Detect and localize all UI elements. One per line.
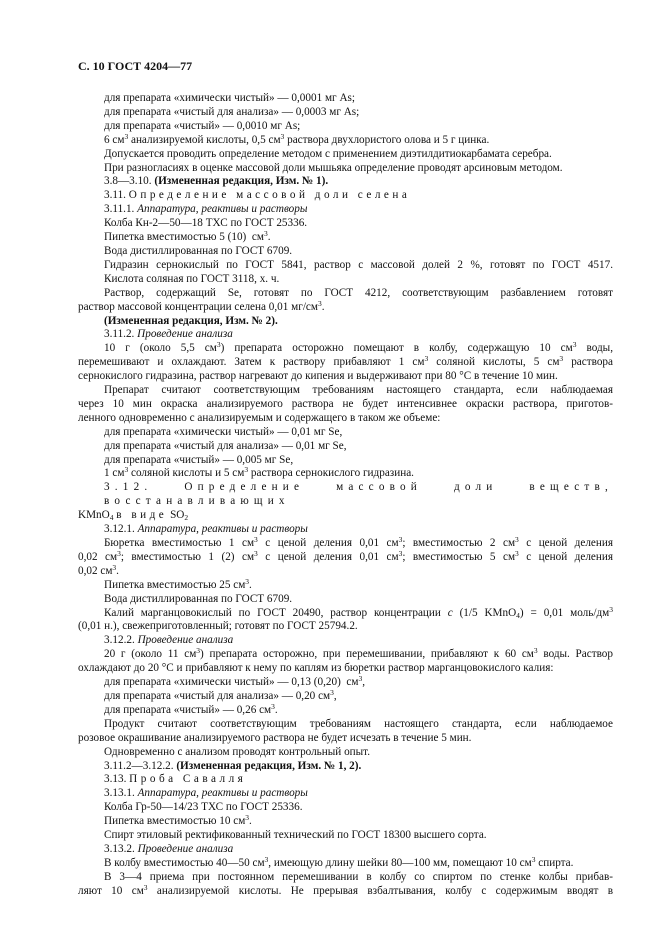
text-line: (Измененная редакция, Изм. № 2). xyxy=(104,314,278,327)
text-line: 3.13.2. Проведение анализа xyxy=(104,842,234,855)
text-line: 3.12.1. Аппаратура, реактивы и растворы xyxy=(104,523,308,536)
text-line: для препарата «чистый для анализа» — 0,20 $см^3$, xyxy=(104,687,337,702)
text-line: розовое окрашивание анализируемого раствора не будет исчезать в течение 5 мин. xyxy=(78,731,472,744)
text-line: Колба Гр-50—14/23 ТХС по ГОСТ 25336. xyxy=(104,801,303,814)
text-line: для препарата «чистый для анализа» — 0,0003 мг As; xyxy=(104,105,360,118)
text-line: 6 $см^3$ анализируемой кислоты, 0,5 $см^3$ раствора двухлористого олова и 5 г цинка. xyxy=(104,131,490,146)
text-line: 20 г (около 11 $см^3$) препарата осторожно, при перемешивании, прибавляют к 60 $см^3$ воды. Раствор xyxy=(104,646,613,661)
text-line: KMnO$_4$ в виде $SO_2$ xyxy=(78,509,189,523)
text-line: 3.13. Проба Савалля xyxy=(104,773,247,786)
text-line: 3.11. Определение массовой доли селена xyxy=(104,189,411,202)
text-line: сернокислого гидразина, раствор нагревают до кипения и выдерживают при 80 °С в течение 10 мин. xyxy=(78,370,558,383)
text-line: ленного одновременно с анализируемым и содержащего в таком же объеме: xyxy=(78,411,441,424)
text-line: Гидразин сернокислый по ГОСТ 5841, раствор с массовой долей 2 %, готовят по ГОСТ 4517. xyxy=(104,258,613,271)
text-line: Продукт считают соответствующим требованиям настоящего стандарта, если наблюдаемое xyxy=(104,717,613,730)
document-body xyxy=(78,92,613,899)
text-line: 3.8—3.10. (Измененная редакция, Изм. № 1). xyxy=(104,175,329,188)
text-line: Бюретка вместимостью 1 $см^3$ с ценой деления 0,01 $см^3$; вместимостью 2 $см^3$ с ценой деления xyxy=(104,535,614,549)
text-line: При разногласиях в оценке массовой доли мышьяка определение проводят арсиновым методом. xyxy=(104,161,563,174)
text-line: Одновременно с анализом проводят контрольный опыт. xyxy=(104,745,371,758)
text-line: 3.11.1. Аппаратура, реактивы и растворы xyxy=(104,203,308,216)
text-line: (0,01 н.), свежеприготовленный; готовят по ГОСТ 25794.2. xyxy=(78,620,358,633)
text-line: для препарата «химически чистый» — 0,13 (0,20) $см^3$, xyxy=(104,674,366,689)
text-line: для препарата «чистый» — 0,0010 мг As; xyxy=(104,119,301,132)
text-line: В колбу вместимостью 40—50 $см^3$, имеющую длину шейки 80—100 мм, помещают 10 $см^3$ спирта. xyxy=(104,854,574,869)
text-line: для препарата «чистый для анализа» — 0,01 мг Se, xyxy=(104,439,347,452)
text-line: Спирт этиловый ректификованный технический по ГОСТ 18300 высшего сорта. xyxy=(104,829,487,842)
text-line: 3.12. Определение массовой доли веществ, восстанавливающих xyxy=(104,481,613,508)
text-line: Раствор, содержащий Se, готовят по ГОСТ 4212, соответствующим разбавлением готовят xyxy=(104,286,613,299)
page-header: С. 10 ГОСТ 4204—77 xyxy=(78,59,193,73)
text-line: через 10 мин окраска анализируемого раствора не будет интенсивнее окраски раствора, приготов- xyxy=(78,397,613,410)
text-line: 3.11.2—3.12.2. (Измененная редакция, Изм. № 1, 2). xyxy=(104,759,362,772)
text-line: Пипетка вместимостью 5 (10) $см^3$. xyxy=(104,229,271,244)
text-line: Калий марганцовокислый по ГОСТ 20490, раствор концентрации с (1/5 KMnO$_4$) = 0,01 моль/$дм^3$ xyxy=(104,604,613,620)
text-line: 3.11.2. Проведение анализа xyxy=(104,328,233,341)
text-line: Вода дистиллированная по ГОСТ 6709. xyxy=(104,592,293,605)
text-line: Пипетка вместимостью 10 $см^3$. xyxy=(104,813,252,828)
text-line: 10 г (около 5,5 $см^3$) препарата осторожно помещают в колбу, содержащую 10 $см^3$ воды, xyxy=(104,340,613,355)
text-line: ляют 10 $см^3$ анализируемой кислоты. Не прерывая взбалтывания, колбу с содержимым вводят в xyxy=(78,882,613,897)
text-line: 3.13.1. Аппаратура, реактивы и растворы xyxy=(104,787,308,800)
text-line: для препарата «химически чистый» — 0,01 мг Se, xyxy=(104,425,343,438)
text-line: Кислота соляная по ГОСТ 3118, х. ч. xyxy=(104,272,280,285)
text-line: охлаждают до 20 °С и прибавляют к нему по каплям из бюретки раствор марганцовокислого калия: xyxy=(78,662,554,675)
text-line: для препарата «чистый» — 0,005 мг Se, xyxy=(104,453,294,466)
text-line: для препарата «чистый» — 0,26 $см^3$. xyxy=(104,701,278,716)
text-line: Препарат считают соответствующим требованиям настоящего стандарта, если наблюдаемая xyxy=(104,384,613,397)
text-line: Допускается проводить определение методом с применением диэтилдитиокарбамата серебра. xyxy=(104,147,552,160)
text-line: Вода дистиллированная по ГОСТ 6709. xyxy=(104,244,293,257)
text-line: перемешивают и охлаждают. Затем к раствору прибавляют 1 $см^3$ соляной кислоты, 5 $см^3$ раствора xyxy=(78,354,613,369)
text-line: 3.12.2. Проведение анализа xyxy=(104,634,234,647)
text-line: Пипетка вместимостью 25 $см^3$. xyxy=(104,576,252,591)
text-line: В 3—4 приема при постоянном перемешивании в колбу со спиртом по стенке колбы прибав- xyxy=(104,870,613,883)
text-line: 0,02 $см^3$; вместимостью 1 (2) $см^3$ с ценой деления 0,01 $см^3$; вместимостью 5 $см^3$ с ценой деления xyxy=(78,548,614,563)
text-line: 0,02 $см^3$. xyxy=(78,562,119,577)
text-line: 1 $см^3$ соляной кислоты и 5 $см^3$ раствора сернокислого гидразина. xyxy=(104,465,414,480)
text-line: Колба Кн-2—50—18 ТХС по ГОСТ 25336. xyxy=(104,217,308,230)
text-line: для препарата «химически чистый» — 0,0001 мг As; xyxy=(104,92,355,104)
text-line: раствор массовой концентрации селена 0,01 $мг/см^3$. xyxy=(78,298,325,313)
